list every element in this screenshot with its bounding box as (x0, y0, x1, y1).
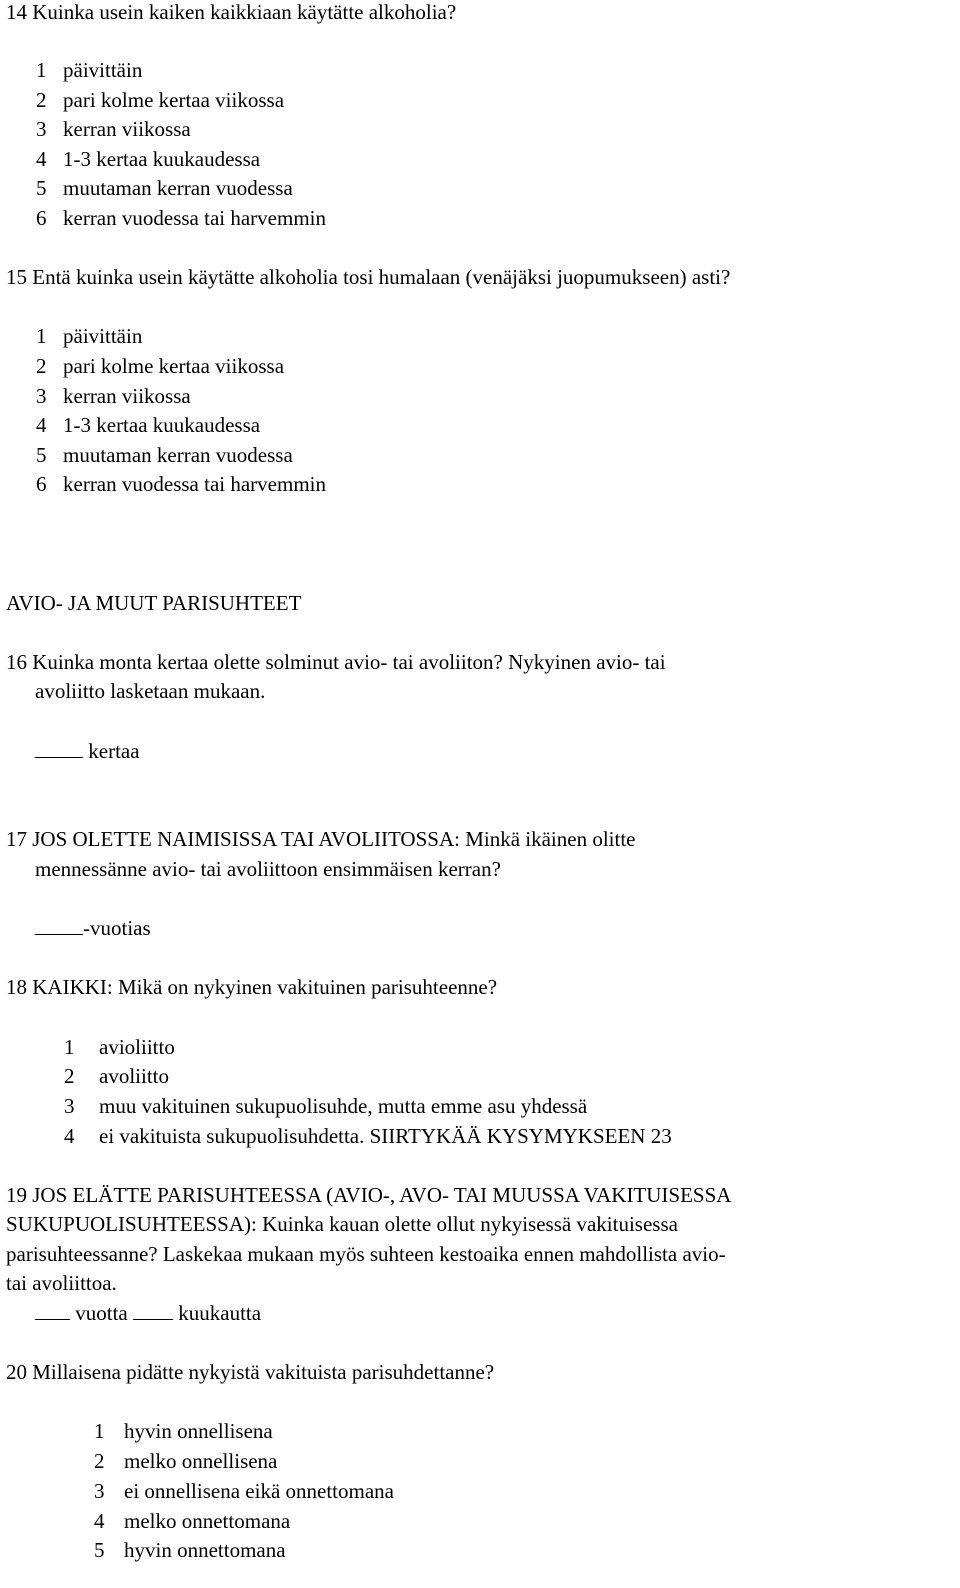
q18-option-1[interactable]: 1 avioliitto (64, 1035, 175, 1059)
question-19-line-1: 19 JOS ELÄTTE PARISUHTEESSA (AVIO-, AVO- TAI MUUSSA VAKITUISESSA (6, 1183, 732, 1207)
q16-answer: kertaa (35, 739, 140, 763)
question-16-line-2: avoliitto lasketaan mukaan. (35, 679, 266, 703)
q15-option-1[interactable]: 1 päivittäin (36, 324, 143, 348)
q15-option-5[interactable]: 5 muutaman kerran vuodessa (36, 443, 293, 467)
q17-answer: -vuotias (35, 916, 151, 940)
q19-answer: vuotta kuukautta (35, 1301, 261, 1325)
question-14: 14 Kuinka usein kaiken kaikkiaan käytätte alkoholia? (6, 0, 457, 24)
question-19-line-3: parisuhteessanne? Laskekaa mukaan myös suhteen kestoaika ennen mahdollista avio- (6, 1242, 726, 1266)
q14-option-4[interactable]: 4 1-3 kertaa kuukaudessa (36, 147, 261, 171)
q19-months-blank[interactable] (133, 1302, 173, 1320)
question-18: 18 KAIKKI: Mikä on nykyinen vakituinen parisuhteenne? (6, 975, 498, 999)
q15-option-3[interactable]: 3 kerran viikossa (36, 384, 191, 408)
q20-option-3[interactable]: 3 ei onnellisena eikä onnettomana (94, 1479, 394, 1503)
q19-years-blank[interactable] (35, 1302, 70, 1320)
q18-option-4[interactable]: 4 ei vakituista sukupuolisuhdetta. SIIRTYKÄÄ KYSYMYKSEEN 23 (64, 1124, 672, 1148)
q20-option-2[interactable]: 2 melko onnellisena (94, 1449, 278, 1473)
q14-option-1[interactable]: 1 päivittäin (36, 58, 143, 82)
question-17-line-2: mennessänne avio- tai avoliittoon ensimmäisen kerran? (35, 857, 501, 881)
q14-option-2[interactable]: 2 pari kolme kertaa viikossa (36, 88, 285, 112)
q15-option-6[interactable]: 6 kerran vuodessa tai harvemmin (36, 472, 326, 496)
q17-answer-blank[interactable] (35, 917, 83, 935)
q16-answer-blank[interactable] (35, 740, 83, 758)
q18-option-3[interactable]: 3 muu vakituinen sukupuolisuhde, mutta emme asu yhdessä (64, 1094, 588, 1118)
question-17-line-1: 17 JOS OLETTE NAIMISISSA TAI AVOLIITOSSA: Minkä ikäinen olitte (6, 827, 636, 851)
q15-option-4[interactable]: 4 1-3 kertaa kuukaudessa (36, 413, 261, 437)
q20-option-4[interactable]: 4 melko onnettomana (94, 1509, 291, 1533)
question-19-line-4: tai avoliittoa. (6, 1271, 117, 1295)
section-heading: AVIO- JA MUUT PARISUHTEET (6, 591, 302, 615)
q14-option-6[interactable]: 6 kerran vuodessa tai harvemmin (36, 206, 326, 230)
q20-option-1[interactable]: 1 hyvin onnellisena (94, 1419, 273, 1443)
q18-option-2[interactable]: 2 avoliitto (64, 1064, 169, 1088)
question-19-line-2: SUKUPUOLISUHTEESSA): Kuinka kauan olette ollut nykyisessä vakituisessa (6, 1212, 678, 1236)
q15-option-2[interactable]: 2 pari kolme kertaa viikossa (36, 354, 285, 378)
question-20: 20 Millaisena pidätte nykyistä vakituista parisuhdettanne? (6, 1360, 495, 1384)
q14-option-5[interactable]: 5 muutaman kerran vuodessa (36, 176, 293, 200)
question-15: 15 Entä kuinka usein käytätte alkoholia tosi humalaan (venäjäksi juopumukseen) asti? (6, 265, 731, 289)
q14-option-3[interactable]: 3 kerran viikossa (36, 117, 191, 141)
q20-option-5[interactable]: 5 hyvin onnettomana (94, 1538, 286, 1562)
question-16-line-1: 16 Kuinka monta kertaa olette solminut avio- tai avoliiton? Nykyinen avio- tai (6, 650, 666, 674)
